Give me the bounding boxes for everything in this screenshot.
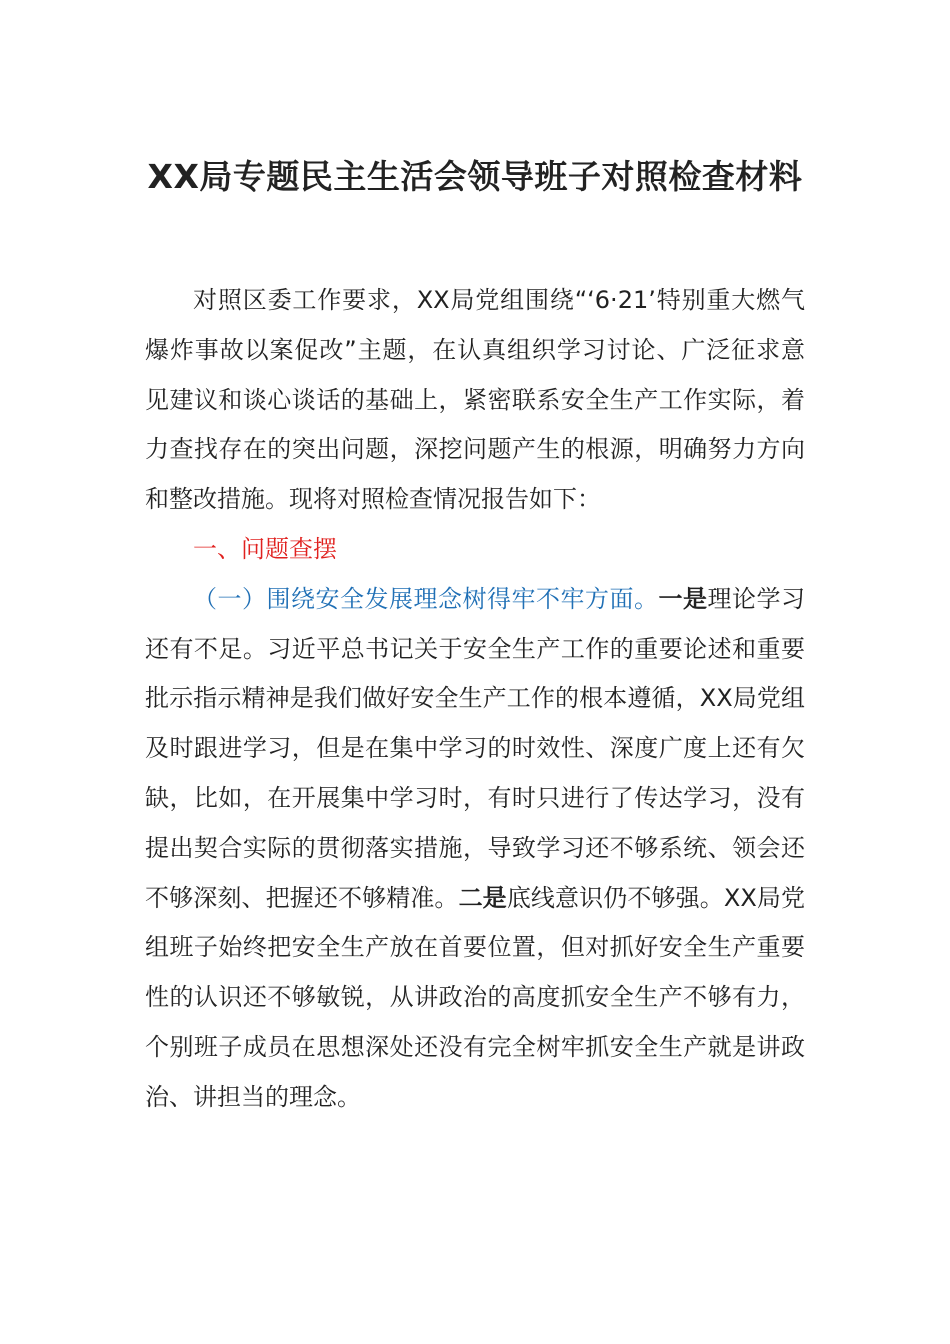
point-two-label: 二是 [458, 883, 507, 912]
section-heading-problems: 一、问题查摆 [193, 534, 337, 563]
point-two-text: 底线意识仍不够强。XX局党组班子始终把安全生产放在首要位置，但对抓好安全生产重要性的认识还不够敏锐，从讲政治的高度抓安全生产不够有力，个别班子成员在思想深处还没有完全树牢抓安全生产就是讲政治、讲担当的理念。 [145, 883, 806, 1111]
intro-paragraph: 对照区委工作要求，XX局党组围绕“‘6·21’特别重大燃气爆炸事故以案促改”主题，在认真组织学习讨论、广泛征求意见建议和谈心谈话的基础上，紧密联系安全生产工作实际，着力查找存在的突出问题，深挖问题产生的根源，明确努力方向和整改措施。现将对照检查情况报告如下： [145, 286, 805, 514]
subsection-paragraph [145, 575, 805, 1123]
point-one-text: 理论学习还有不足。习近平总书记关于安全生产工作的重要论述和重要批示指示精神是我们做好安全生产工作的根本遵循，XX局党组及时跟进学习，但是在集中学习的时效性、深度广度上还有欠缺，比如，在开展集中学习时，有时只进行了传达学习，没有提出契合实际的贯彻落实措施，导致学习还不够系统、领会还不够深刻、把握还不够精准。 [145, 584, 805, 912]
subsection-heading: （一）围绕安全发展理念树得牢不牢方面。 [193, 584, 659, 613]
document-title: XX局专题民主生活会领导班子对照检查材料 [147, 157, 803, 196]
document-body [145, 276, 805, 1123]
point-one-label: 一是 [658, 584, 708, 613]
